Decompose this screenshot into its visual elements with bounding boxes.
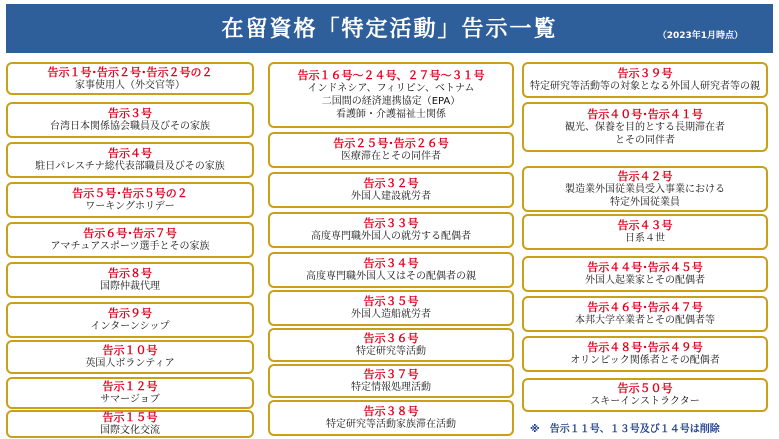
notice-card: [268, 290, 514, 326]
notice-card: [268, 400, 514, 436]
notice-code: 告示３８号: [363, 405, 419, 418]
notice-code: 告示４０号･告示４１号: [587, 107, 703, 121]
notice-card: [522, 214, 768, 250]
notice-description: 本邦大学卒業者とその配偶者等: [575, 315, 715, 326]
notice-code: 告示１５号: [102, 411, 158, 424]
date-label: （2023年1月時点）: [657, 31, 743, 41]
notice-code: 告示３９号: [617, 67, 673, 80]
notice-card: [522, 166, 768, 212]
notice-card: [522, 378, 768, 412]
notice-card: [522, 102, 768, 152]
notice-description: 観光、保養を目的とする長期滞在者: [565, 121, 725, 133]
notice-code: 告示１２号: [102, 380, 158, 393]
notice-description: 英国人ボランティア: [85, 358, 175, 369]
notice-card: [6, 410, 254, 438]
notice-code: 告示３号: [108, 107, 152, 120]
notice-description: オリンピック関係者とその配偶者: [570, 355, 720, 366]
notice-description: 特定情報処理活動: [351, 382, 431, 393]
notice-description: 二国間の経済連携協定（EPA）: [321, 96, 461, 107]
notice-code: 告示４２号: [617, 169, 673, 183]
notice-card: [522, 256, 768, 292]
notice-card: [522, 62, 768, 98]
notice-description: 特定研究等活動: [356, 346, 426, 357]
notice-code: 告示６号･告示７号: [83, 227, 177, 240]
notice-code: 告示３２号: [363, 177, 419, 190]
notice-card: [6, 142, 254, 178]
notice-code: 告示８号: [108, 267, 152, 280]
notice-description: 医療滞在とその同伴者: [341, 151, 441, 162]
notice-description: 特定研究等活動等の対象となる外国人研究者等の親: [530, 81, 760, 92]
notice-description: 家事使用人（外交官等）: [75, 79, 185, 91]
notice-description: ワーキングホリデー: [85, 201, 175, 212]
header-bar: [6, 4, 773, 53]
notice-card: [268, 328, 514, 362]
notice-description: 特定研究等活動家族滞在活動: [326, 419, 456, 430]
notice-card: [6, 62, 254, 95]
notice-code: 告示３６号: [363, 332, 419, 345]
notice-code: 告示３４号: [363, 257, 419, 270]
notice-description: 外国人起業家とその配偶者: [585, 275, 705, 286]
notice-card: [6, 302, 254, 338]
notice-description: 日系４世: [625, 233, 665, 244]
notice-description: 国際仲裁代理: [100, 281, 160, 292]
notice-card: [268, 132, 514, 168]
notice-description: 駐日パレスチナ総代表部職員及びその家族: [35, 161, 225, 172]
notice-card: [522, 336, 768, 372]
notice-card: [268, 364, 514, 398]
notice-code: 告示１６号～２４号、２７号～３１号: [297, 69, 485, 82]
notice-card: [268, 252, 514, 288]
notice-code: 告示３３号: [363, 217, 419, 230]
notice-code: 告示３７号: [363, 368, 419, 381]
notice-card: [268, 62, 514, 128]
notice-code: 告示４６号･告示４７号: [587, 301, 703, 314]
page-title: 在留資格「特定活動」告示一覧: [221, 17, 558, 42]
notice-card: [6, 222, 254, 258]
notice-card: [268, 212, 514, 248]
notice-description: サマージョブ: [100, 394, 160, 405]
notice-code: 告示２５号･告示２６号: [333, 137, 449, 150]
notice-code: 告示４４号･告示４５号: [587, 261, 703, 274]
notice-description: 特定外国従業員: [610, 196, 680, 208]
notice-card: [6, 182, 254, 218]
notice-code: 告示１０号: [102, 344, 158, 357]
notice-card: [268, 172, 514, 208]
notice-code: 告示４３号: [617, 219, 673, 232]
notice-card: [6, 340, 254, 374]
footnote: ※ 告示１１号、１３号及び１４号は削除: [530, 424, 720, 435]
notice-description: 外国人建設就労者: [351, 191, 431, 202]
notice-description: 製造業外国従業員受入事業における: [565, 183, 725, 195]
notice-description: 高度専門職外国人の就労する配偶者: [311, 231, 471, 242]
notice-code: 告示４８号･告示４９号: [587, 341, 703, 354]
notice-code: 告示９号: [108, 307, 152, 320]
notice-description: インターンシップ: [90, 321, 170, 332]
notice-description: 台湾日本関係協会職員及びその家族: [50, 121, 210, 132]
notice-description: インドネシア、フィリピン、ベトナム: [307, 83, 475, 94]
notice-description: 看護師・介護福祉士関係: [336, 109, 446, 120]
notice-description: スキーインストラクター: [590, 396, 700, 407]
notice-description: アマチュアスポーツ選手とその家族: [50, 241, 210, 252]
notice-card: [6, 377, 254, 409]
notice-code: 告示５０号: [617, 382, 673, 395]
notice-card: [6, 262, 254, 298]
notice-code: 告示３５号: [363, 295, 419, 308]
notice-description: とその同伴者: [615, 134, 675, 146]
notice-description: 外国人造船就労者: [351, 309, 431, 320]
notice-code: 告示５号･告示５号の２: [72, 187, 188, 200]
notice-card: [6, 102, 254, 138]
notice-description: 国際文化交流: [100, 425, 160, 436]
notice-card: [522, 296, 768, 332]
notice-code: 告示１号･告示２号･告示２号の２: [47, 65, 213, 79]
notice-description: 高度専門職外国人又はその配偶者の親: [306, 271, 476, 282]
notice-code: 告示４号: [108, 147, 152, 160]
